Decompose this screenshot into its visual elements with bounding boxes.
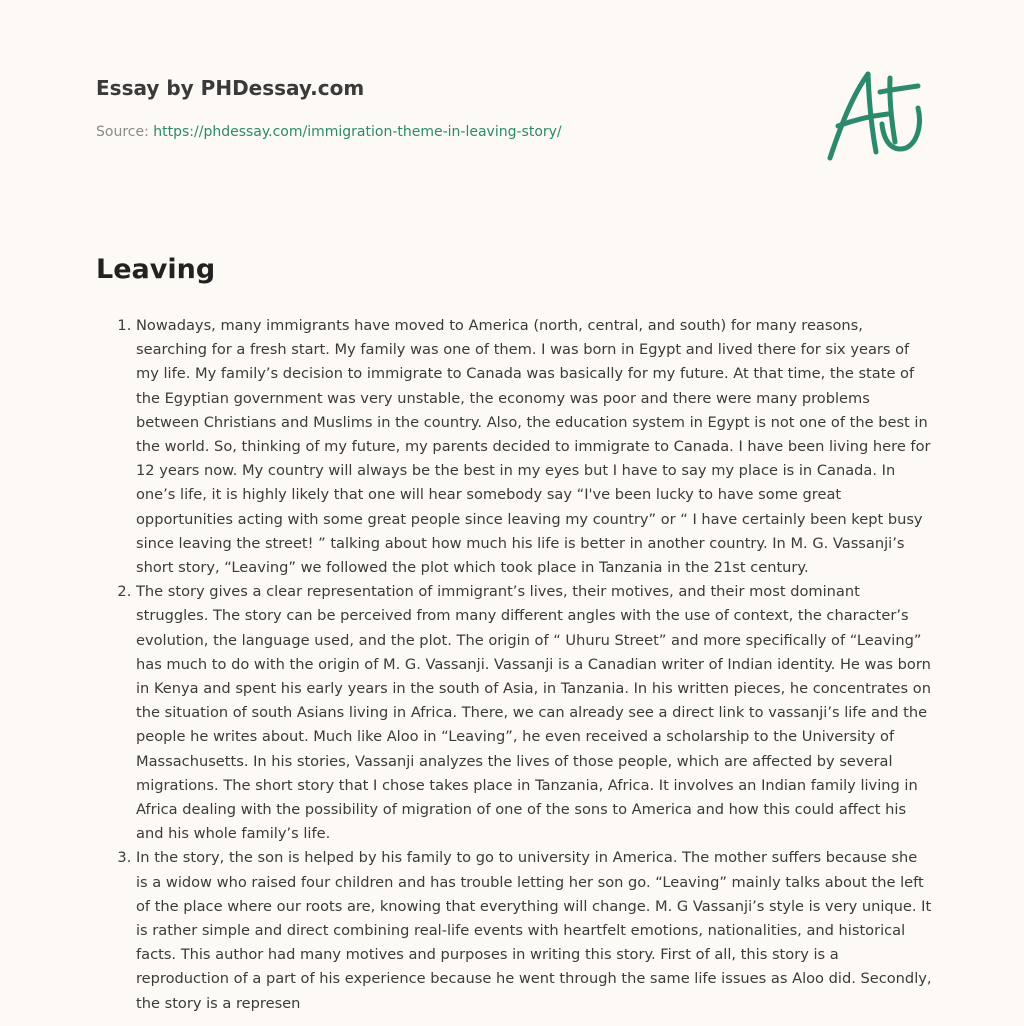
essay-paragraph: 3. In the story, the son is helped by his family to go to university in America. The mother suffers because she is a widow who raised four children and has trouble letting her son go. “Leaving” mainly talks about the left of the place where our roots are, knowing that everything will change. M. G Vassanji’s style is very unique. It is rather simple and direct combining real-life events with heartfelt emotions, nationalities, and historical facts. This author had many motives and purposes in writing this story. First of all, this story is a reproduction of a part of his experience because he went through the same life issues as Aloo did. Secondly, the story is a represen (136, 846, 932, 1015)
a-plus-logo-icon (822, 66, 932, 166)
source-label: Source: (96, 124, 154, 140)
essay-paragraph-list (96, 314, 932, 1016)
essay-paragraph: 1. Nowadays, many immigrants have moved to America (north, central, and south) for many reasons, searching for a fresh start. My family was one of them. I was born in Egypt and lived there for six years of my life. My family’s decision to immigrate to Canada was basically for my future. At that time, the state of the Egyptian government was very unstable, the economy was poor and there were many problems between Christians and Muslims in the country. Also, the education system in Egypt is not one of the best in the world. So, thinking of my future, my parents decided to immigrate to Canada. I have been living here for 12 years now. My country will always be the best in my eyes but I have to say my place is in Canada. In one’s life, it is highly likely that one will hear somebody say “I've been lucky to have some great opportunities acting with some great people since leaving my country” or “ I have certainly been kept busy since leaving the street! ” talking about how much his life is better in another country. In M. G. Vassanji’s short story, “Leaving” we followed the plot which took place in Tanzania in the 21st century. (136, 314, 932, 580)
source-line (96, 124, 562, 140)
essay-title: Leaving (96, 254, 216, 285)
site-title: Essay by PHDessay.com (96, 76, 365, 100)
source-link[interactable]: https://phdessay.com/immigration-theme-in-leaving-story/ (153, 124, 562, 140)
essay-paragraph: 2. The story gives a clear representation of immigrant’s lives, their motives, and their most dominant struggles. The story can be perceived from many different angles with the use of context, the character’s evolution, the language used, and the plot. The origin of “ Uhuru Street” and more specifically of “Leaving” has much to do with the origin of M. G. Vassanji. Vassanji is a Canadian writer of Indian identity. He was born in Kenya and spent his early years in the south of Asia, in Tanzania. In his written pieces, he concentrates on the situation of south Asians living in Africa. There, we can already see a direct link to vassanji’s life and the people he writes about. Much like Aloo in “Leaving”, he even received a scholarship to the University of Massachusetts. In his stories, Vassanji analyzes the lives of those people, which are affected by several migrations. The short story that I chose takes place in Tanzania, Africa. It involves an Indian family living in Africa dealing with the possibility of migration of one of the sons to America and how this could affect his and his whole family’s life. (136, 580, 932, 846)
